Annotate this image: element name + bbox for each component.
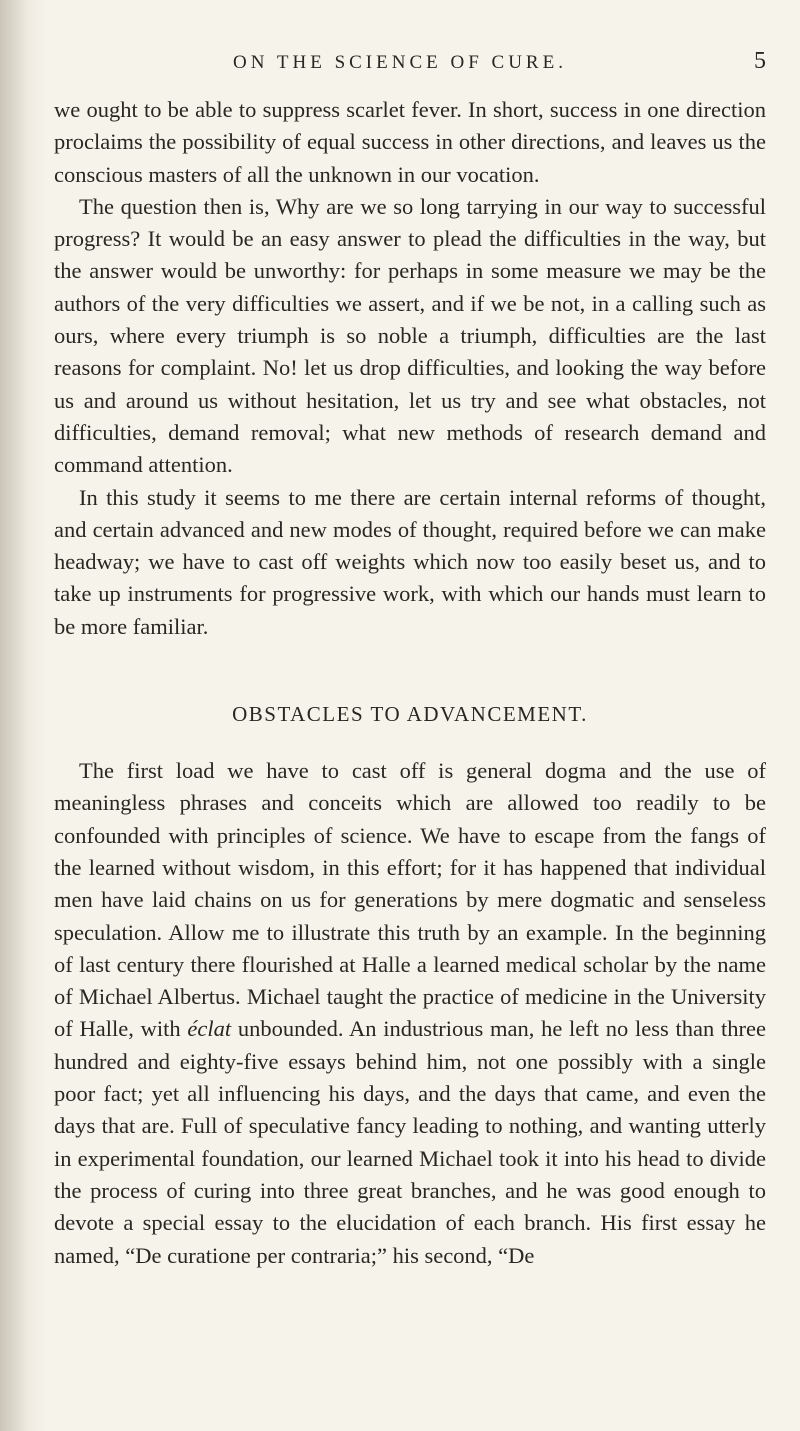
running-head: ON THE SCIENCE OF CURE. [233, 52, 567, 73]
section-heading: OBSTACLES TO ADVANCEMENT. [232, 702, 588, 727]
paragraph: In this study it seems to me there are certain internal reforms of thought, and certain advanced and new modes of thought, required before we can make headway; we have to cast off weights which now too easily beset us, and to take up instruments for progressive work, with which our hands must learn to be more familiar. [54, 484, 766, 639]
binding-gutter-shadow [0, 0, 46, 1431]
page-number: 5 [754, 48, 766, 74]
paragraph-text: unbounded. An industrious man, he left no less than three hundred and eighty-five essays behind him, not one possibly with a single poor fact; yet all influencing his days, and the days that came, and even the days that are. Full of speculative fancy leading to nothing, and wanting utterly in experimental foundation, our learned Michael took it into his head to divide the process of curing into three great branches, and he was good enough to devote a special essay to the elucidation of each branch. His first essay he named, “De curatione per contraria;” his second, “De [54, 1016, 766, 1268]
paragraph [54, 755, 766, 1272]
page-header [0, 48, 800, 82]
paragraph: we ought to be able to suppress scarlet fever. In short, success in one direction proclaims the possibility of equal success in other directions, and leaves us the conscious masters of all the unknown in our vocation. [54, 97, 766, 187]
body-text [54, 94, 766, 1272]
paragraph: The question then is, Why are we so long tarrying in our way to successful progress? It would be an easy answer to plead the difficulties in the way, but the answer would be unworthy: for perhaps in some measure we may be the authors of the very difficulties we assert, and if we be not, in a calling such as ours, where every triumph is so noble a triumph, difficulties are the last reasons for complaint. No! let us drop difficulties, and looking the way before us and around us without hesitation, let us try and see what obstacles, not difficulties, demand removal; what new methods of research demand and command attention. [54, 193, 766, 478]
italic-word: éclat [187, 1016, 232, 1042]
paragraph-text: The first load we have to cast off is general dogma and the use of meaningless phrases and conceits which are allowed too readily to be confounded with principles of science. We have to escape from the fangs of the learned without wisdom, in this effort; for it has happened that individual men have laid chains on us for generations by mere dogmatic and senseless speculation. Allow me to illustrate this truth by an example. In the beginning of last century there flourished at Halle a learned medical scholar by the name of Michael Albertus. Michael taught the practice of medicine in the University of Halle, with [54, 758, 766, 1042]
